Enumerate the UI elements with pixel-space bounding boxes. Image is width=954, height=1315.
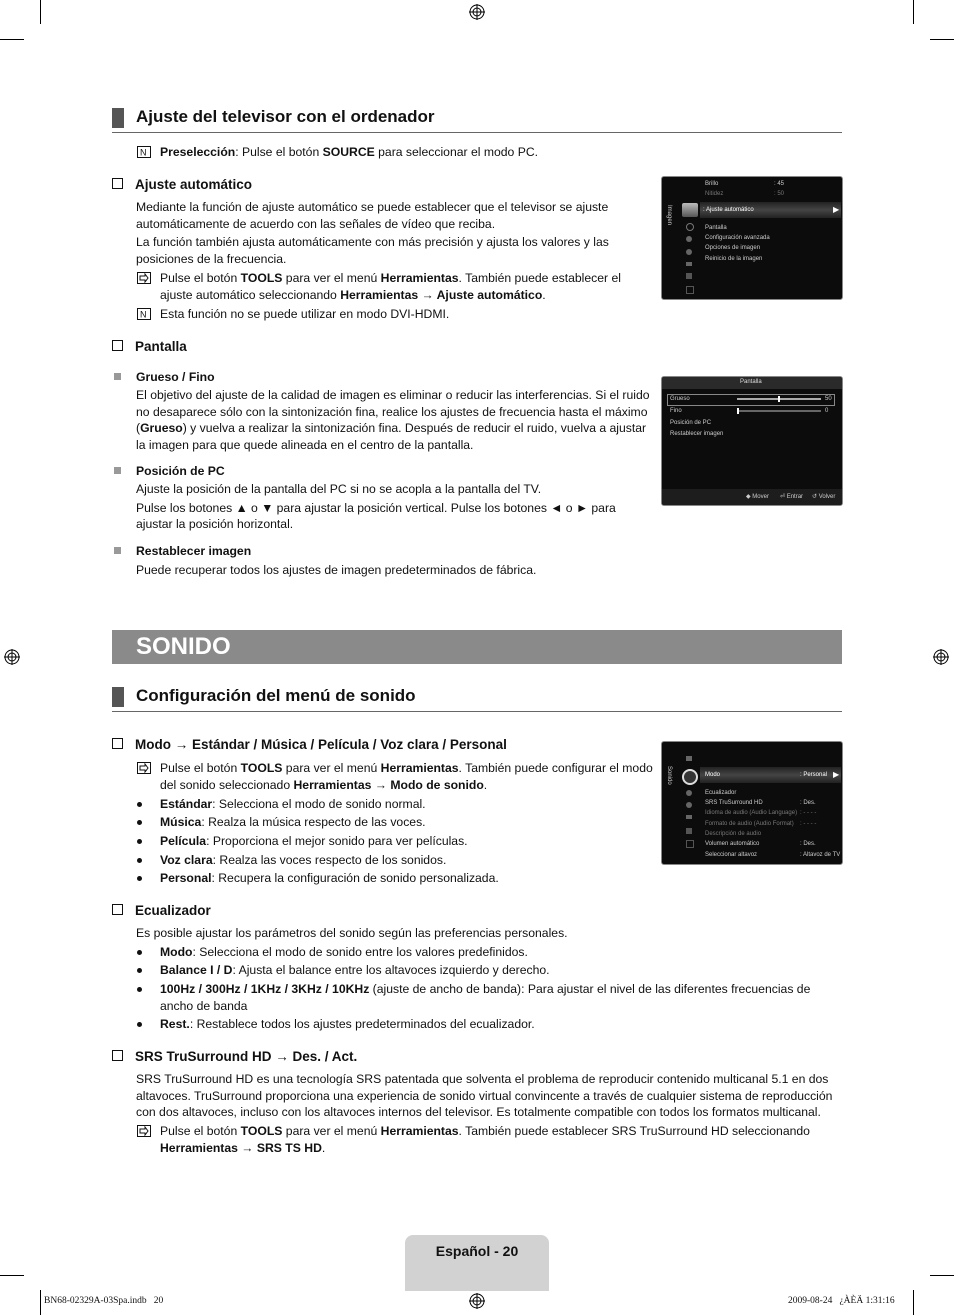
registration-mark-icon [469,4,485,20]
srs-heading: SRS TruSurround HD → Des. / Act. [112,1049,357,1064]
application-icon [686,273,692,279]
sound-icon [682,769,698,785]
registration-mark-icon [933,649,949,665]
setup-icon [686,249,692,255]
crop-mark [0,1275,24,1276]
bullet-dot [137,968,142,973]
banner-title: SONIDO [136,633,231,660]
srs-tools-note: Pulse el botón TOOLS para ver el menú Herramientas. También puede establecer SRS TruSurround HD seleccionando Herramientas → SRS TS HD. [160,1124,810,1155]
sonido-banner [112,630,842,664]
list-item: Música: Realza la música respecto de las voces. [160,815,426,829]
menu-side-label: Sonido [666,766,672,785]
tv-menu-sonido: Sonido Modo : Personal ▶ Ecualizador SRS TruSurround HD : Des. Idioma de audio (Audio Language) : - - - - Formato de audio (Audio Format) : - - - - Descripción de audio Volumen automático : Des. Seleccionar altavoz : Altavoz de TV [661,741,843,865]
pantalla-heading: Pantalla [112,339,187,354]
section-title: Configuración del menú de sonido [136,686,416,705]
tools-icon [137,272,151,284]
bullet-dot [137,876,142,881]
bullet-dot [137,950,142,955]
rest-paragraph: Puede recuperar todos los ajustes de imagen predeterminados de fábrica. [136,563,537,577]
bullet-dot [137,839,142,844]
support-icon [686,286,694,294]
input-icon [686,815,692,819]
list-item: Balance I / D: Ajusta el balance entre los altavoces izquierdo y derecho. [160,963,550,977]
grueso-heading: Grueso / Fino [136,370,215,384]
tools-icon [137,1125,151,1137]
crop-mark [930,39,954,40]
tools-icon [137,762,151,774]
bullet-square [114,467,121,474]
list-item: Personal: Recupera la configuración de sonido personalizada. [160,871,499,885]
list-item: Película: Proporciona el mejor sonido para ver películas. [160,834,468,848]
grueso-paragraph: El objetivo del ajuste de la calidad de imagen es eliminar o reducir las interferencias. Si el ruido no desaparece sólo con la sintonización fina, realice los ajustes de frecuencia hasta el máximo (Grueso) y vuelva a realizar la sintonización fina. Después de reducir el ruido, vuelva a ajustar la imagen para que quede alineada en el centro de la pantalla. [136,388,650,452]
menu-highlight [667,394,835,406]
note-icon [137,308,151,320]
tv-menu-imagen: Imagen Brillo : 45 Nitidez : 50 : Ajuste automático ▶ Pantalla Configuración avanzada Opciones de imagen Reinicio de la imagen [661,176,843,300]
fino-slider[interactable] [737,410,821,412]
ajuste-tools-note: Pulse el botón TOOLS para ver el menú Herramientas. También puede establecer el ajuste automático seleccionando Herramientas → Ajuste automático. [160,271,621,302]
tv-menu-pantalla: Pantalla Grueso 50 Fino 0 Posición de PC Restablecer imagen ◆ Mover ⏎ Entrar ↺ Volver [661,376,843,506]
return-hint: ↺ Volver [812,494,836,500]
list-item: Modo: Selecciona el modo de sonido entre los valores predefinidos. [160,945,528,959]
setup-icon [686,802,692,808]
channel-icon [686,236,692,242]
bullet-dot [137,802,142,807]
ecualizador-intro: Es posible ajustar los parámetros del sonido según las preferencias personales. [136,926,568,940]
arrow-right-icon: ▶ [833,205,840,214]
menu-side-label: Imagen [666,205,672,226]
enter-hint: ⏎ Entrar [780,494,804,500]
preseleccion-note: Preselección: Pulse el botón SOURCE para seleccionar el modo PC. [160,145,539,159]
list-item: Voz clara: Realza las voces respecto de los sonidos. [160,853,447,867]
registration-mark-icon [469,1293,485,1309]
section-heading [112,687,842,712]
bullet-dot [137,858,142,863]
list-item: Rest.: Restablece todos los ajustes predeterminados del ecualizador. [160,1017,535,1031]
list-item: 100Hz / 300Hz / 1KHz / 3KHz / 10KHz (ajuste de ancho de banda): Para ajustar el nivel de las diferentes frecuencias de ancho de banda [160,982,811,1013]
arrow-right-icon: ▶ [833,770,840,779]
channel-icon [686,790,692,796]
section-heading [112,108,842,133]
application-icon [686,828,692,834]
svg-text:N: N [140,147,147,158]
footer-date: 2009-08-24 ¿ÀÈÄ 1:31:16 [788,1296,895,1306]
support-icon [686,840,694,848]
picture-icon [686,756,692,761]
registration-mark-icon [4,649,20,665]
picture-icon [682,203,698,217]
sound-icon [686,223,694,231]
modo-tools-note: Pulse el botón TOOLS para ver el menú Herramientas. También puede configurar el modo del sonido seleccionado Herramientas → Modo de sonido. [160,761,653,792]
crop-mark [913,0,914,24]
footer-file: BN68-02329A-03Spa.indb 20 [44,1296,164,1306]
fino-slider-thumb[interactable] [737,408,739,414]
bullet-square [114,547,121,554]
page-number-tab [405,1235,549,1291]
rest-heading: Restablecer imagen [136,544,252,558]
move-hint: ◆ Mover [746,494,769,500]
crop-mark [930,1275,954,1276]
bullet-dot [137,987,142,992]
grueso-slider-thumb[interactable] [778,396,780,402]
bullet-dot [137,1022,142,1027]
crop-mark [40,1290,41,1315]
crop-mark [913,1290,914,1315]
note-icon [137,146,151,158]
bullet-square [114,373,121,380]
section-title: Ajuste del televisor con el ordenador [136,107,435,126]
ajuste-paragraph: Mediante la función de ajuste automático se puede establecer que el televisor se ajuste automáticamente de acuerdo con las señales de vídeo que reciba. La función también ajusta automáticamente con más precisión y ajusta los valores y las posiciones de la frecuencia. [136,200,609,266]
bullet-dot [137,820,142,825]
pos-heading: Posición de PC [136,464,225,478]
pos-paragraph: Ajuste la posición de la pantalla del PC si no se acopla a la pantalla del TV. Pulse los botones ▲ o ▼ para ajustar la posición vertical. Pulse los botones ◄ o ► para ajustar la posición horizontal. [136,482,616,531]
modo-heading: Modo → Estándar / Música / Película / Voz clara / Personal [112,737,507,752]
ecualizador-heading: Ecualizador [112,903,211,918]
list-item: Estándar: Selecciona el modo de sonido normal. [160,797,426,811]
dvi-note: Esta función no se puede utilizar en modo DVI-HDMI. [160,307,450,321]
svg-text:N: N [140,309,147,320]
input-icon [686,262,692,266]
srs-paragraph: SRS TruSurround HD es una tecnología SRS patentada que solventa el problema de reproducir contenido multicanal 5.1 en dos altavoces. TruSurround proporciona una experiencia de sonido virtual convincente a través de cualquier sistema de reproducción con dos altavoces, incluso con los altavoces internos del televisor. Es totalmente compatible con todos los formatos multicanal. [136,1072,833,1119]
crop-mark [40,0,41,24]
ajuste-heading: Ajuste automático [112,177,252,192]
page-number: Español - 20 [435,1243,519,1259]
crop-mark [0,39,24,40]
